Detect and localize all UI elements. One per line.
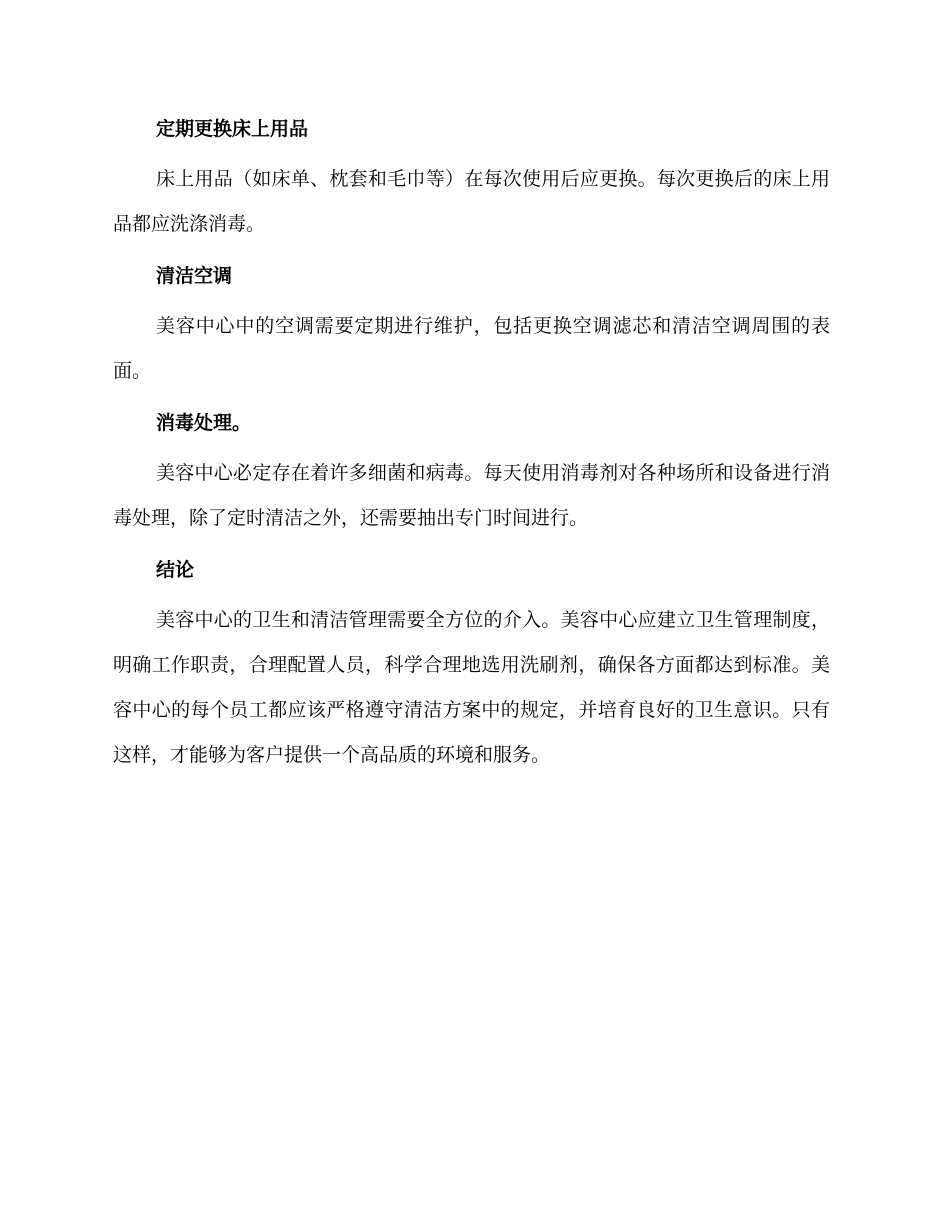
document-body: [113, 112, 830, 778]
section-heading-disinfection: 消毒处理。: [156, 412, 252, 434]
section-heading-bedding: 定期更换床上用品: [156, 118, 309, 140]
section-paragraph-bedding: 床上用品（如床单、枕套和毛巾等）在每次使用后应更换。每次更换后的床上用品都应洗涤消毒。: [113, 168, 830, 235]
section-heading-air-conditioning: 清洁空调: [156, 265, 233, 287]
section-heading-conclusion: 结论: [156, 559, 195, 581]
section-paragraph-conclusion: 美容中心的卫生和清洁管理需要全方位的介入。美容中心应建立卫生管理制度，明确工作职责，合理配置人员，科学合理地选用洗刷剂，确保各方面都达到标准。美容中心的每个员工都应该严格遵守清洁方案中的规定，并培育良好的卫生意识。只有这样，才能够为客户提供一个高品质的环境和服务。: [113, 609, 830, 766]
section-paragraph-air-conditioning: 美容中心中的空调需要定期进行维护，包括更换空调滤芯和清洁空调周围的表面。: [113, 315, 830, 382]
section-paragraph-disinfection: 美容中心必定存在着许多细菌和病毒。每天使用消毒剂对各种场所和设备进行消毒处理，除了定时清洁之外，还需要抽出专门时间进行。: [113, 462, 830, 529]
